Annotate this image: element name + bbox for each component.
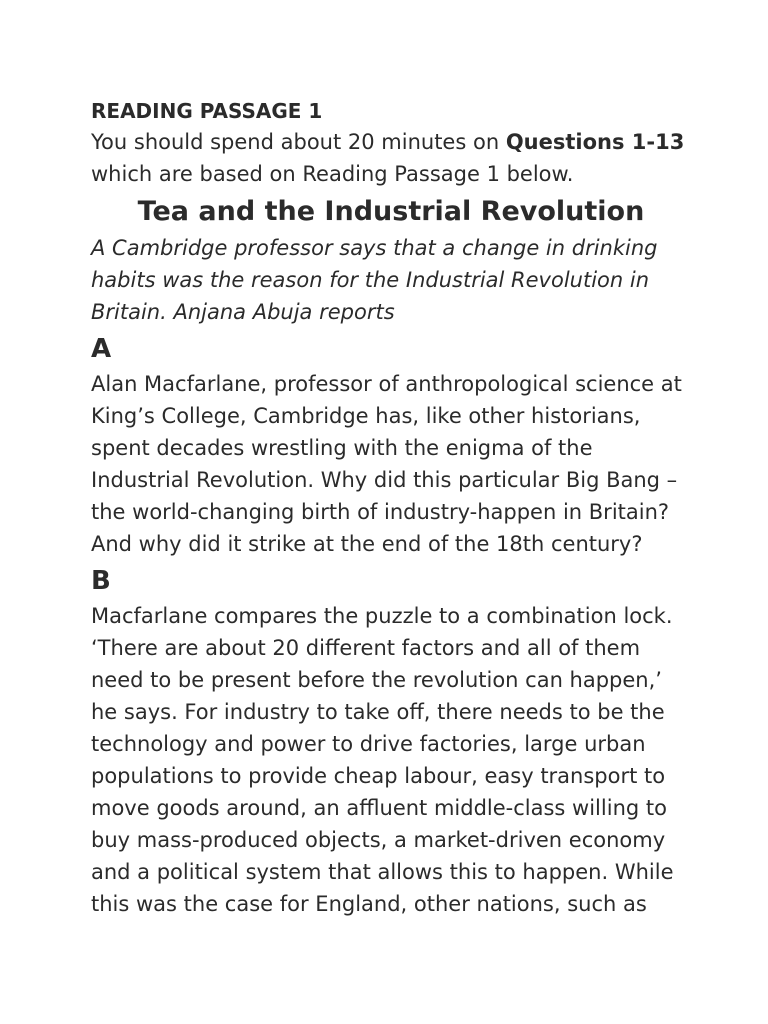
section-letter: A xyxy=(91,334,112,364)
article-title: Tea and the Industrial Revolution xyxy=(137,196,645,227)
section-a xyxy=(91,330,691,560)
reading-passage xyxy=(91,96,691,920)
section-letter: B xyxy=(91,566,111,596)
section-paragraph: Macfarlane compares the puzzle to a combination lock. ‘There are about 20 different factors and all of them need to be present before the revolution can happen,’ he says. For industry to take off, there needs to be the technology and power to drive factories, large urban populations to provide cheap labour, easy transport to move goods around, an affluent middle-class willing to buy mass-produced objects, a market-driven economy and a political system that allows this to happen. While this was the case for England, other nations, such as xyxy=(91,604,674,916)
instructions-text-end: which are based on Reading Passage 1 below. xyxy=(91,162,574,186)
passage-heading: READING PASSAGE 1 xyxy=(91,99,323,123)
questions-range: Questions 1-13 xyxy=(505,130,685,154)
article-subtitle: A Cambridge professor says that a change in drinking habits was the reason for the Industrial Revolution in Britain. Anjana Abuja reports xyxy=(91,236,658,324)
section-b xyxy=(91,562,691,920)
instructions-text-start: You should spend about 20 minutes on xyxy=(91,130,506,154)
passage-instructions xyxy=(91,126,691,190)
section-paragraph: Alan Macfarlane, professor of anthropological science at King’s College, Cambridge has, like other historians, spent decades wrestling with the enigma of the Industrial Revolution. Why did this particular Big Bang – the world-changing birth of industry-happen in Britain? And why did it strike at the end of the 18th century? xyxy=(91,372,682,556)
